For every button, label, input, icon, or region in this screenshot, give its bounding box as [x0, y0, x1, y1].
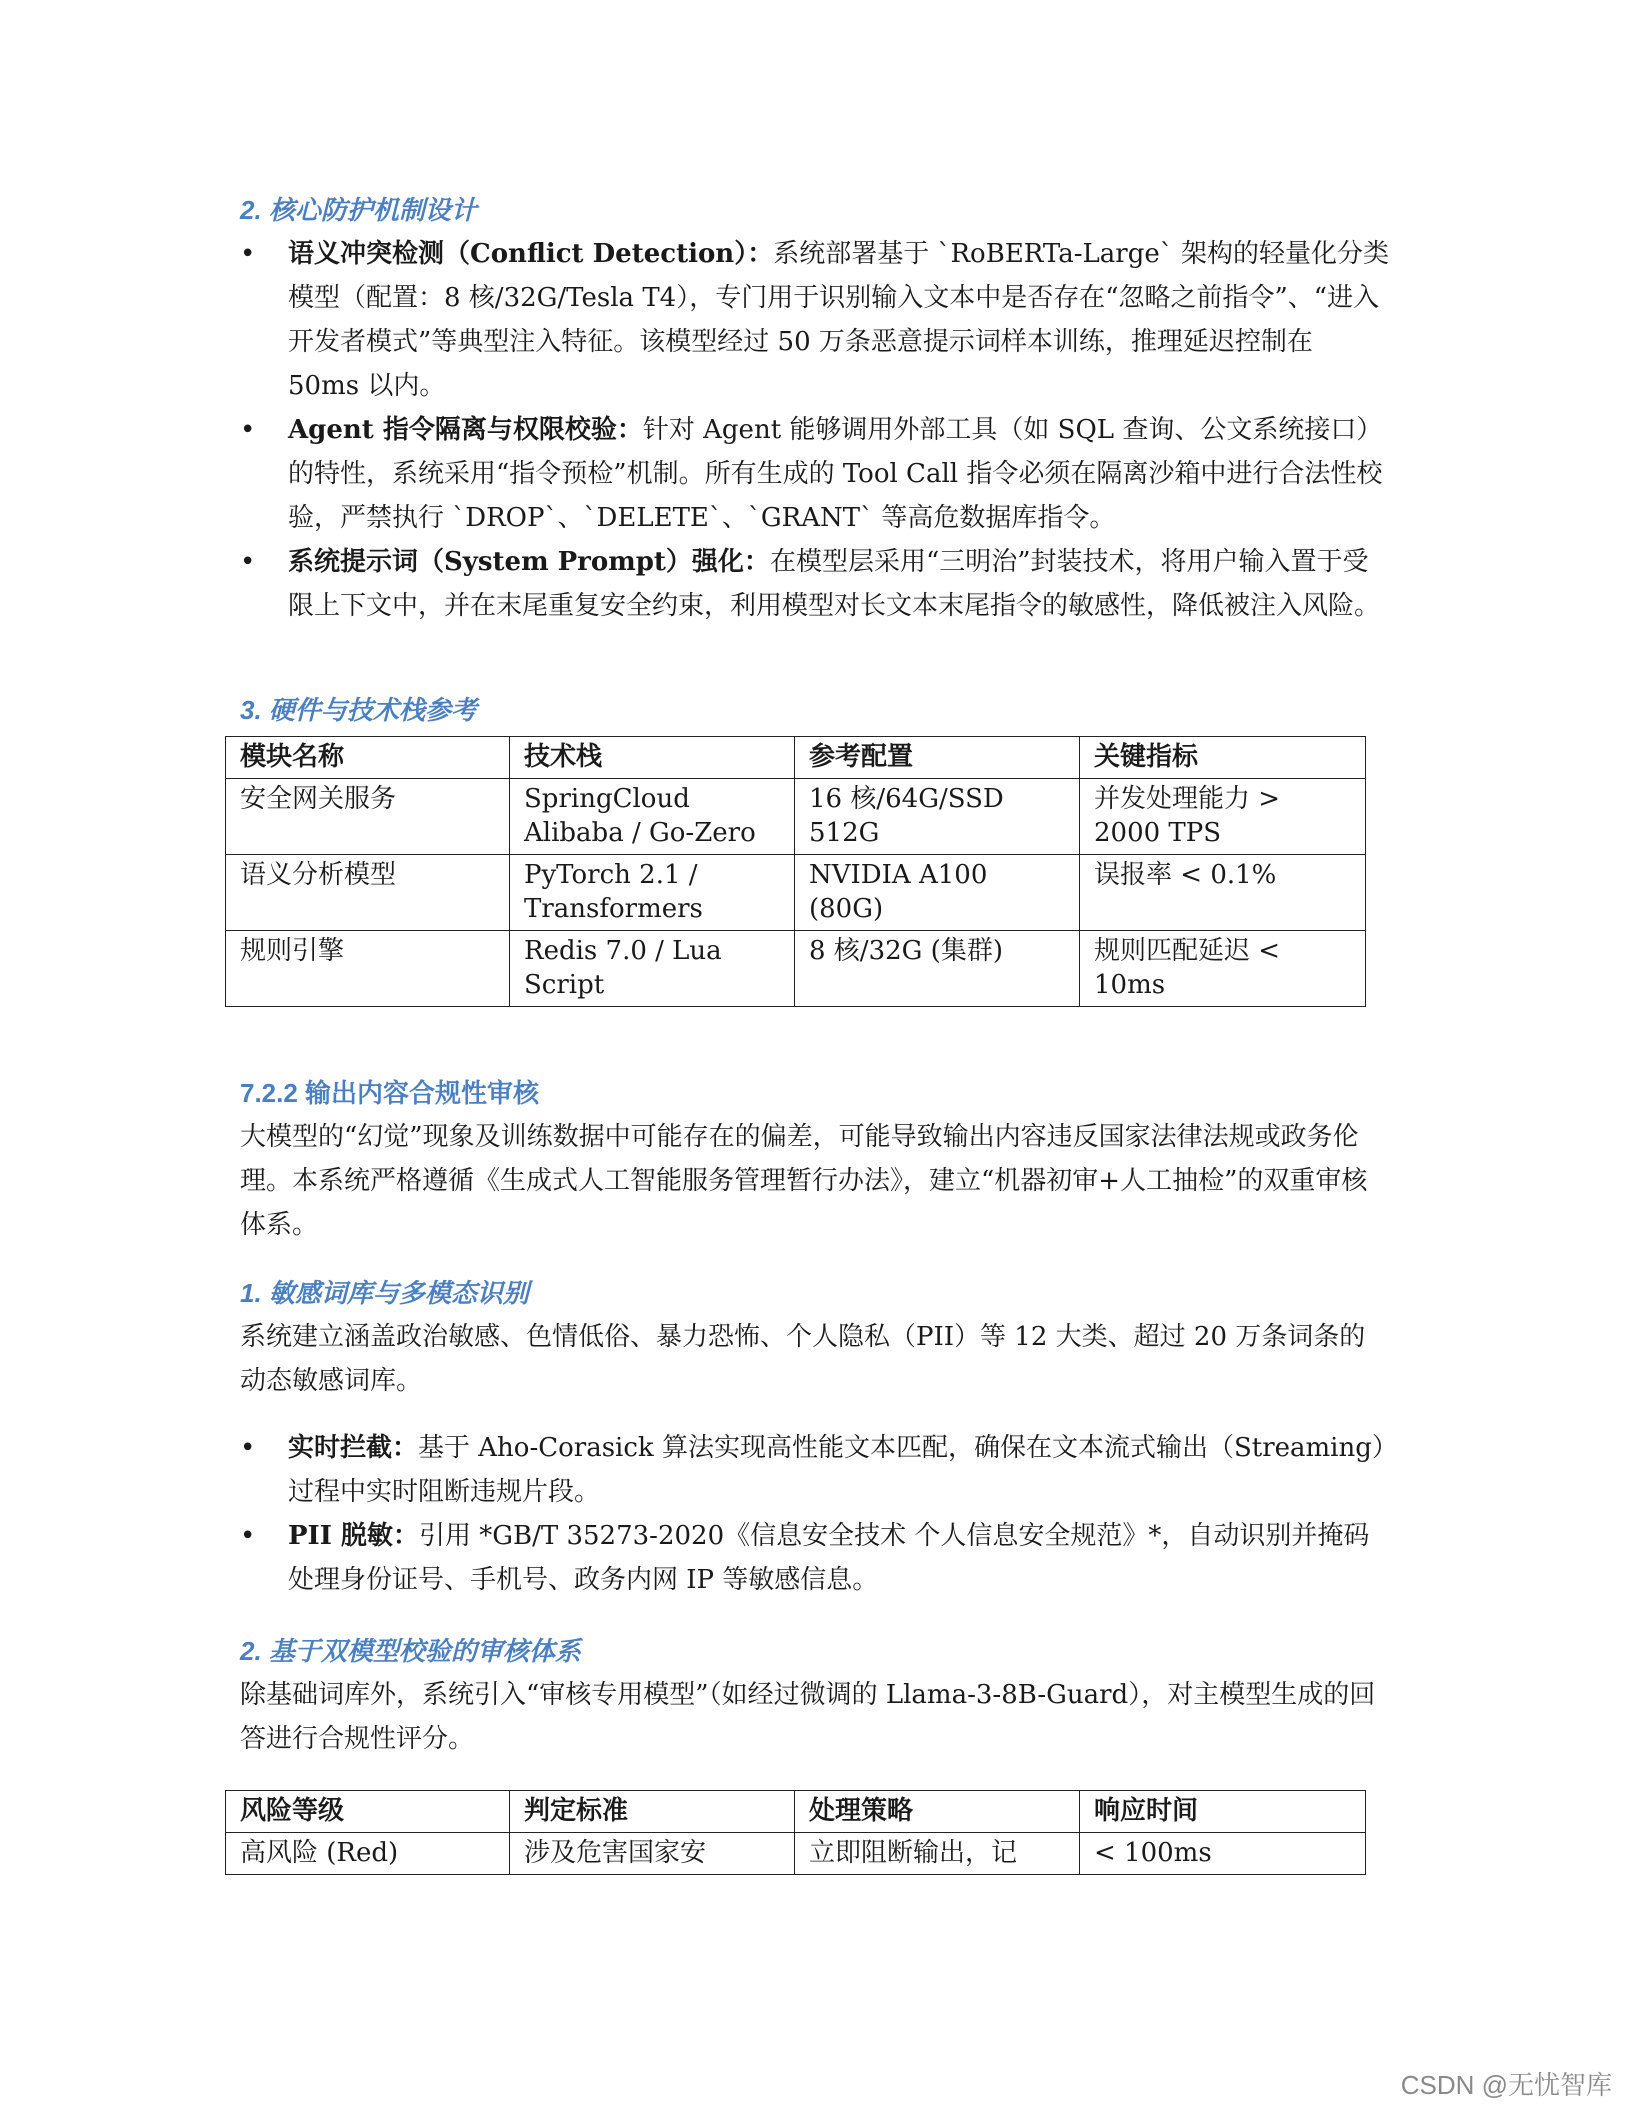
table-row	[226, 779, 1366, 855]
list-item-text: 引用 *GB/T 35273-2020《信息安全技术 个人信息安全规范》*，自动识别并掩码处理身份证号、手机号、政务内网 IP 等敏感信息。	[288, 1521, 1370, 1595]
bullet-icon: •	[240, 1433, 256, 1463]
table-header-cell: 关键指标	[1080, 737, 1366, 779]
table-cell: 误报率 < 0.1%	[1080, 855, 1366, 931]
section-heading-hardware-stack: 3. 硬件与技术栈参考	[240, 695, 477, 725]
table-cell: 并发处理能力 > 2000 TPS	[1080, 779, 1366, 855]
table-header-cell: 判定标准	[510, 1791, 795, 1833]
table-header-cell: 响应时间	[1080, 1791, 1366, 1833]
core-protection-list	[240, 232, 1390, 628]
list-item-title: PII 脱敏：	[288, 1521, 419, 1551]
table-cell: 涉及危害国家安	[510, 1833, 795, 1875]
output-compliance-intro: 大模型的“幻觉”现象及训练数据中可能存在的偏差，可能导致输出内容违反国家法律法规或政务伦理。本系统严格遵循《生成式人工智能服务管理暂行办法》，建立“机器初审+人工抽检”的双重审核体系。	[240, 1122, 1368, 1240]
section-heading-core-protection: 2. 核心防护机制设计	[240, 195, 477, 225]
list-item	[240, 408, 1390, 540]
list-item	[240, 232, 1390, 408]
table-header-cell: 处理策略	[795, 1791, 1080, 1833]
table-cell: PyTorch 2.1 / Transformers	[510, 855, 795, 931]
sensitive-words-intro: 系统建立涵盖政治敏感、色情低俗、暴力恐怖、个人隐私（PII）等 12 大类、超过 20 万条词条的动态敏感词库。	[240, 1322, 1366, 1396]
list-item-title: 实时拦截：	[288, 1433, 419, 1463]
table-header-cell: 参考配置	[795, 737, 1080, 779]
section-heading-sensitive-words: 1. 敏感词库与多模态识别	[240, 1278, 529, 1308]
table-header-cell: 技术栈	[510, 737, 795, 779]
table-cell: 规则引擎	[226, 931, 510, 1007]
sensitive-words-list	[240, 1426, 1390, 1602]
section-heading-output-compliance: 7.2.2 输出内容合规性审核	[240, 1078, 540, 1108]
table-header-cell: 模块名称	[226, 737, 510, 779]
table-cell: 安全网关服务	[226, 779, 510, 855]
table-row	[226, 1833, 1366, 1875]
list-item-title: Agent 指令隔离与权限校验：	[288, 415, 643, 445]
list-item-text: 系统部署基于 `RoBERTa-Large` 架构的轻量化分类模型（配置：8 核/32G/Tesla T4），专门用于识别输入文本中是否存在“忽略之前指令”、“进入开发者模式”等典型注入特征。该模型经过 50 万条恶意提示词样本训练，推理延迟控制在 50ms 以内。	[288, 239, 1390, 401]
risk-level-table	[225, 1790, 1366, 1875]
bullet-icon: •	[240, 1521, 256, 1551]
table-cell: 语义分析模型	[226, 855, 510, 931]
list-item	[240, 1426, 1390, 1514]
table-cell: SpringCloud Alibaba / Go-Zero	[510, 779, 795, 855]
table-cell: 高风险 (Red)	[226, 1833, 510, 1875]
table-cell: 8 核/32G (集群)	[795, 931, 1080, 1007]
bullet-icon: •	[240, 547, 256, 577]
list-item-title: 系统提示词（System Prompt）强化：	[288, 547, 770, 577]
table-cell: NVIDIA A100 (80G)	[795, 855, 1080, 931]
list-item-text: 基于 Aho-Corasick 算法实现高性能文本匹配，确保在文本流式输出（Streaming）过程中实时阻断违规片段。	[288, 1433, 1385, 1507]
table-row	[226, 931, 1366, 1007]
table-row	[226, 855, 1366, 931]
table-cell: 立即阻断输出，记	[795, 1833, 1080, 1875]
csdn-watermark: CSDN @无忧智库	[1400, 2070, 1612, 2100]
list-item-title: 语义冲突检测（Conflict Detection）：	[288, 239, 774, 269]
list-item-text: 在模型层采用“三明治”封装技术，将用户输入置于受限上下文中，并在末尾重复安全约束，利用模型对长文本末尾指令的敏感性，降低被注入风险。	[288, 547, 1381, 621]
list-item	[240, 540, 1390, 628]
dual-model-intro: 除基础词库外，系统引入“审核专用模型”（如经过微调的 Llama-3-8B-Guard），对主模型生成的回答进行合规性评分。	[240, 1680, 1376, 1754]
table-cell: 16 核/64G/SSD 512G	[795, 779, 1080, 855]
table-header-cell: 风险等级	[226, 1791, 510, 1833]
table-cell: Redis 7.0 / Lua Script	[510, 931, 795, 1007]
table-header-row	[226, 1791, 1366, 1833]
bullet-icon: •	[240, 415, 256, 445]
section-heading-dual-model: 2. 基于双模型校验的审核体系	[240, 1636, 581, 1666]
table-cell: < 100ms	[1080, 1833, 1366, 1875]
table-cell: 规则匹配延迟 < 10ms	[1080, 931, 1366, 1007]
bullet-icon: •	[240, 239, 256, 269]
hardware-stack-table	[225, 736, 1366, 1007]
table-header-row	[226, 737, 1366, 779]
list-item	[240, 1514, 1390, 1602]
list-item-text: 针对 Agent 能够调用外部工具（如 SQL 查询、公文系统接口）的特性，系统采用“指令预检”机制。所有生成的 Tool Call 指令必须在隔离沙箱中进行合法性校验，严禁执行 `DROP`、`DELETE`、`GRANT` 等高危数据库指令。	[288, 415, 1383, 533]
